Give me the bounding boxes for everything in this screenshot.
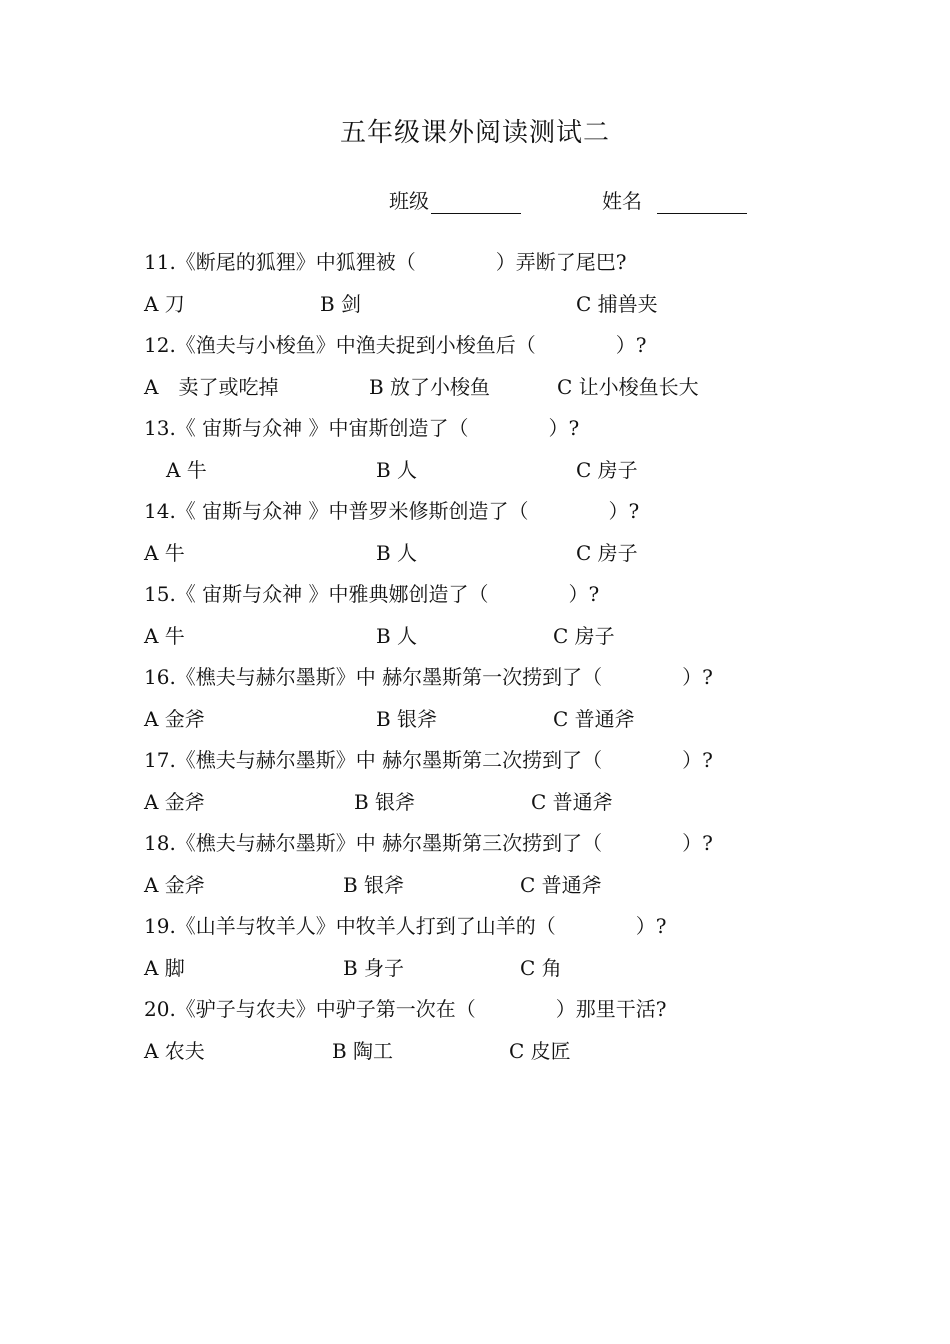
question-text: 18.《樵夫与赫尔墨斯》中 赫尔墨斯第三次捞到了（ ）? bbox=[144, 831, 713, 855]
option-b[interactable]: B 银斧 bbox=[343, 873, 405, 897]
question-text: 17.《樵夫与赫尔墨斯》中 赫尔墨斯第二次捞到了（ ）? bbox=[144, 748, 713, 772]
option-a[interactable]: A 金斧 bbox=[144, 790, 205, 814]
question-text: 11.《断尾的狐狸》中狐狸被（ ）弄断了尾巴? bbox=[144, 250, 627, 274]
option-a[interactable]: A 刀 bbox=[144, 292, 185, 316]
option-b[interactable]: B 放了小梭鱼 bbox=[369, 375, 491, 399]
option-b[interactable]: B 身子 bbox=[343, 956, 405, 980]
option-c[interactable]: C 让小梭鱼长大 bbox=[557, 375, 699, 399]
option-c[interactable]: C 角 bbox=[520, 956, 562, 980]
option-c[interactable]: C 普通斧 bbox=[520, 873, 602, 897]
option-b[interactable]: B 陶工 bbox=[332, 1039, 394, 1063]
option-c[interactable]: C 房子 bbox=[576, 458, 638, 482]
question-text: 12.《渔夫与小梭鱼》中渔夫捉到小梭鱼后（ ）? bbox=[144, 333, 647, 357]
option-b[interactable]: B 银斧 bbox=[354, 790, 416, 814]
class-field bbox=[389, 185, 521, 214]
option-c[interactable]: C 普通斧 bbox=[531, 790, 613, 814]
option-a[interactable]: A 牛 bbox=[144, 541, 185, 565]
class-label: 班级 bbox=[389, 189, 429, 213]
option-b[interactable]: B 人 bbox=[376, 458, 418, 482]
class-blank[interactable] bbox=[431, 193, 521, 214]
question-text: 16.《樵夫与赫尔墨斯》中 赫尔墨斯第一次捞到了（ ）? bbox=[144, 665, 713, 689]
option-c[interactable]: C 普通斧 bbox=[553, 707, 635, 731]
question-text: 19.《山羊与牧羊人》中牧羊人打到了山羊的（ ）? bbox=[144, 914, 667, 938]
question-text: 20.《驴子与农夫》中驴子第一次在（ ）那里干活? bbox=[144, 997, 667, 1021]
option-c[interactable]: C 捕兽夹 bbox=[576, 292, 658, 316]
option-b[interactable]: B 人 bbox=[376, 624, 418, 648]
question-text: 14.《 宙斯与众神 》中普罗米修斯创造了（ ）? bbox=[144, 499, 640, 523]
option-a[interactable]: A 农夫 bbox=[144, 1039, 205, 1063]
option-a[interactable]: A 金斧 bbox=[144, 707, 205, 731]
option-b[interactable]: B 人 bbox=[376, 541, 418, 565]
page-title: 五年级课外阅读测试二 bbox=[339, 118, 610, 148]
option-a[interactable]: A 牛 bbox=[144, 624, 185, 648]
option-b[interactable]: B 剑 bbox=[320, 292, 362, 316]
option-c[interactable]: C 房子 bbox=[553, 624, 615, 648]
name-blank[interactable] bbox=[657, 193, 747, 214]
option-c[interactable]: C 皮匠 bbox=[509, 1039, 571, 1063]
option-c[interactable]: C 房子 bbox=[576, 541, 638, 565]
option-a[interactable]: A 脚 bbox=[144, 956, 185, 980]
option-a[interactable]: A 金斧 bbox=[144, 873, 205, 897]
name-label: 姓名 bbox=[602, 189, 642, 213]
question-text: 13.《 宙斯与众神 》中宙斯创造了（ ）? bbox=[144, 416, 580, 440]
name-field bbox=[602, 185, 747, 214]
option-a[interactable]: A 牛 bbox=[166, 458, 207, 482]
question-text: 15.《 宙斯与众神 》中雅典娜创造了（ ）? bbox=[144, 582, 600, 606]
option-a[interactable]: A 卖了或吃掉 bbox=[144, 375, 279, 399]
option-b[interactable]: B 银斧 bbox=[376, 707, 438, 731]
